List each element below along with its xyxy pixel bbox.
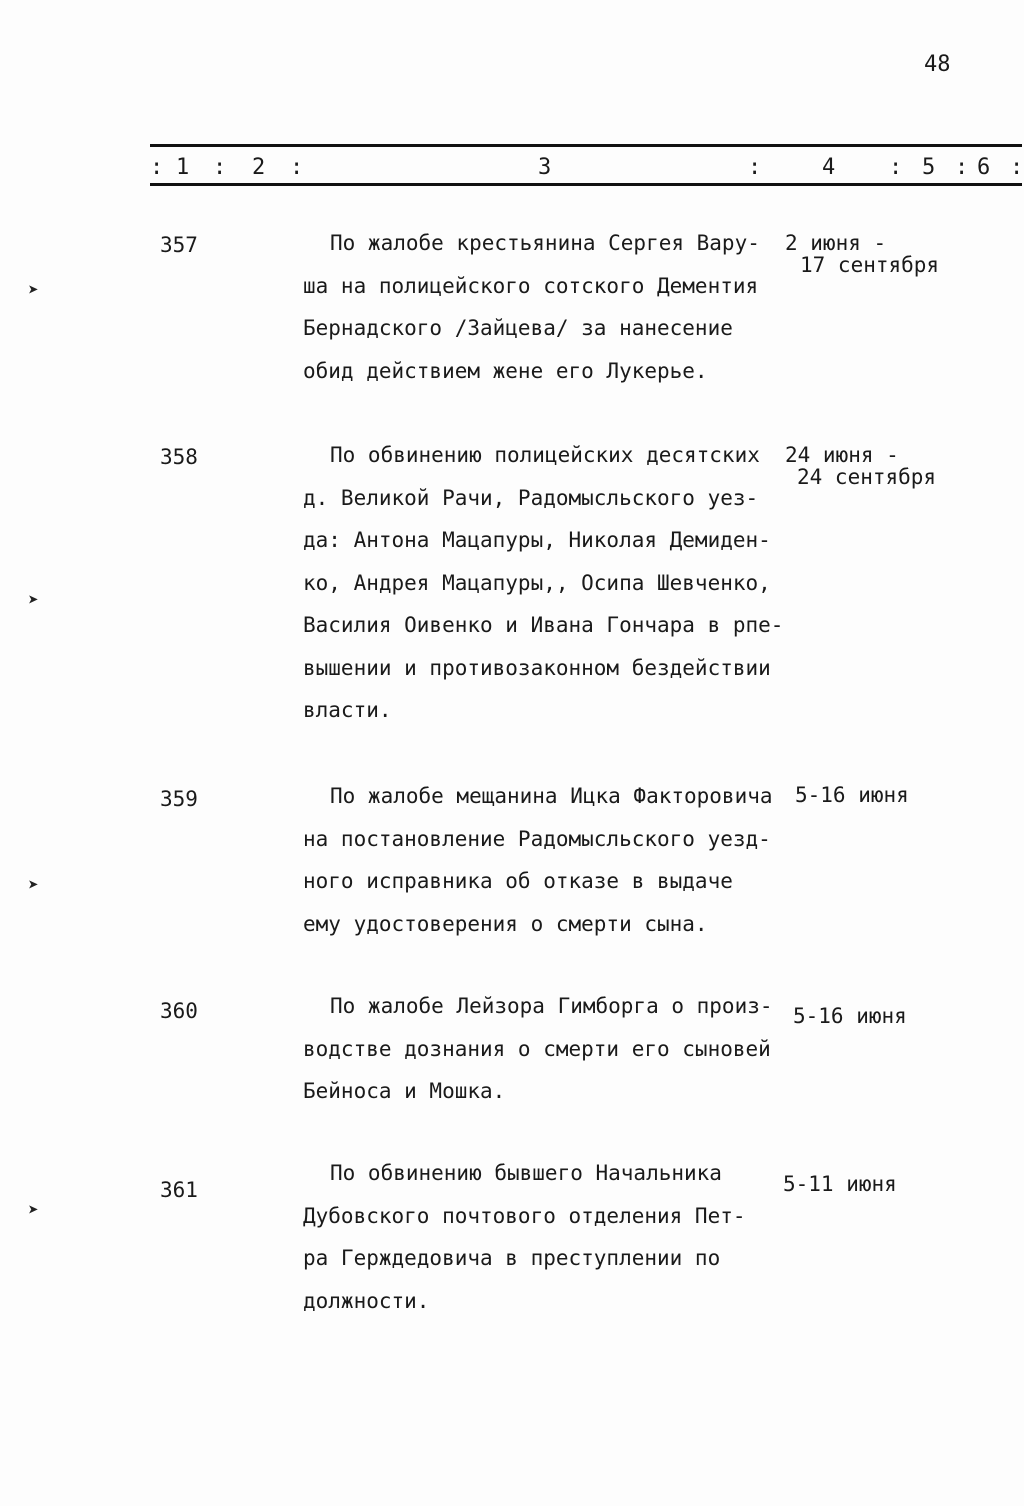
entry-date: 24 июня - <box>785 443 899 467</box>
binding-hole-mark: ➤ <box>28 280 39 301</box>
entry-text-line: власти. <box>303 698 392 722</box>
entry-text-line: По обвинению полицейских десятских <box>330 443 760 467</box>
column-separator: : <box>889 155 903 180</box>
entry-text-line: д. Великой Рачи, Радомысльского уез- <box>303 485 759 510</box>
entry-number: 359 <box>160 787 198 811</box>
entry-text-line: водстве дознания о смерти его сыновей <box>303 1036 771 1061</box>
column-separator: : <box>290 155 304 180</box>
entry-text-line: на постановление Радомысльского уезд- <box>303 826 771 851</box>
entry-text-line: Дубовского почтового отделения Пет- <box>303 1203 746 1228</box>
column-separator: : <box>955 155 969 180</box>
column-header-6: 6 <box>977 155 991 180</box>
entry-text-line: По жалобе мещанина Ицка Факторовича <box>330 784 773 808</box>
entry-text-line: По обвинению бывшего Начальника <box>330 1161 722 1185</box>
column-separator: : <box>150 155 164 180</box>
column-header-1: 1 <box>176 155 190 180</box>
binding-hole-mark: ➤ <box>28 590 39 611</box>
entry-text-line: да: Антона Мацапуры, Николая Демиден- <box>303 528 771 552</box>
page-number: 48 <box>924 52 951 77</box>
binding-hole-mark: ➤ <box>28 1200 39 1221</box>
header-top-rule <box>150 144 1022 147</box>
column-separator: : <box>213 155 227 180</box>
entry-text-line: По жалобе Лейзора Гимборга о произ- <box>330 994 773 1018</box>
entry-text-line: ра Герждедовича в преступлении по <box>303 1246 721 1270</box>
entry-text-line: Василия Оивенко и Ивана Гончара в рпе- <box>303 613 784 637</box>
entry-date: 5-16 июня <box>793 1004 907 1028</box>
entry-number: 357 <box>160 233 198 257</box>
binding-hole-mark: ➤ <box>28 875 39 896</box>
column-header-5: 5 <box>922 155 936 180</box>
column-separator: : <box>1010 155 1024 180</box>
entry-text-line: ему удостоверения о смерти сына. <box>303 911 708 936</box>
entry-date: 2 июня - <box>785 231 887 255</box>
entry-text-line: должности. <box>303 1288 430 1313</box>
entry-text-line: ко, Андрея Мацапуры,, Осипа Шевченко, <box>303 570 771 595</box>
entry-text-line: Бейноса и Мошка. <box>303 1079 506 1103</box>
column-header-3: 3 <box>538 155 552 180</box>
entry-text-line: обид действием жене его Лукерье. <box>303 358 708 383</box>
entry-text-line: По жалобе крестьянина Сергея Вару- <box>330 231 760 255</box>
column-header-4: 4 <box>822 155 836 180</box>
entry-date: 17 сентября <box>800 253 940 277</box>
entry-number: 360 <box>160 999 198 1023</box>
entry-number: 361 <box>160 1178 198 1202</box>
entry-date: 5-16 июня <box>795 783 909 807</box>
entry-text-line: ного исправника об отказе в выдаче <box>303 869 733 893</box>
entry-text-line: Бернадского /Зайцева/ за нанесение <box>303 316 733 340</box>
entry-date: 24 сентября <box>797 465 937 489</box>
column-header-2: 2 <box>252 155 266 180</box>
entry-number: 358 <box>160 445 198 469</box>
entry-text-line: вышении и противозаконном бездействии <box>303 655 771 680</box>
entry-text-line: ша на полицейского сотского Дементия <box>303 273 759 298</box>
header-bottom-rule <box>150 183 1022 186</box>
column-separator: : <box>748 155 762 180</box>
entry-date: 5-11 июня <box>783 1172 897 1196</box>
